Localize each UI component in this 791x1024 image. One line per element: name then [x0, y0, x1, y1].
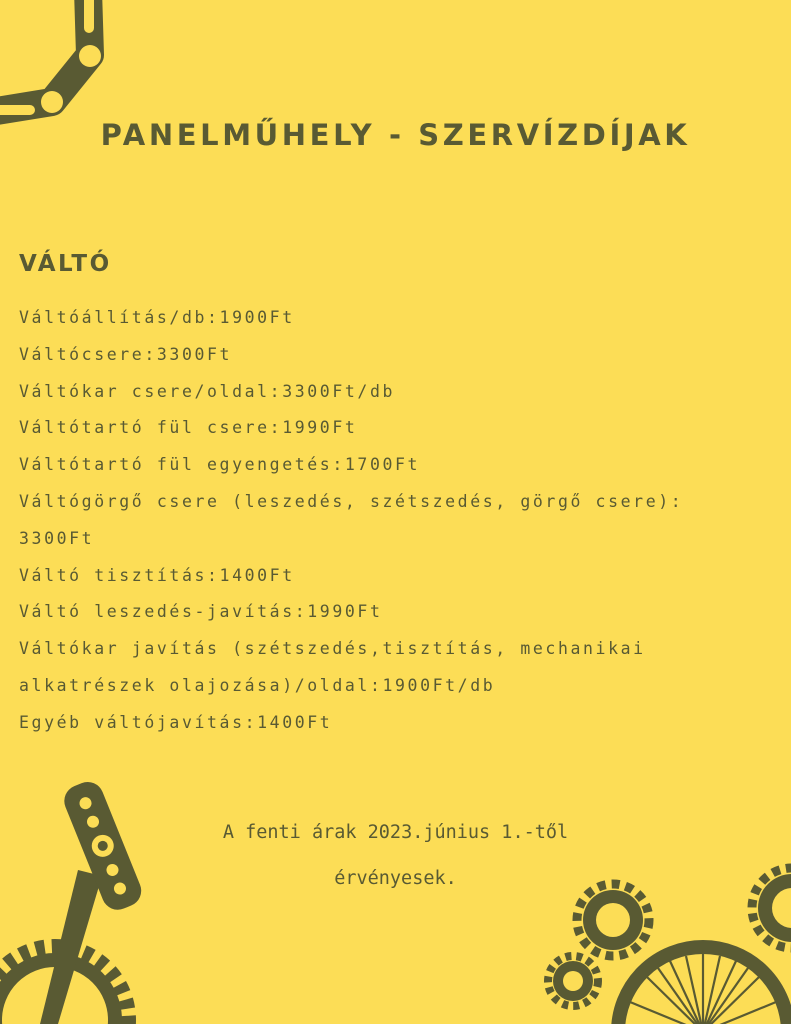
- list-item: 3300Ft: [19, 528, 95, 548]
- list-item: Váltócsere:3300Ft: [19, 344, 233, 364]
- section-heading: VÁLTÓ: [19, 251, 112, 277]
- list-item: Váltóállítás/db:1900Ft: [19, 308, 295, 327]
- list-item: Váltókar csere/oldal:3300Ft/db: [19, 381, 396, 401]
- price-list: [19, 300, 759, 742]
- gears-and-wheel-icon: [540, 850, 791, 1024]
- list-item: Váltótartó fül egyengetés:1700Ft: [19, 455, 421, 475]
- validity-note-line-2: érvényesek.: [334, 868, 457, 889]
- list-item: Váltó tisztítás:1400Ft: [19, 565, 295, 585]
- list-item: alkatrészek olajozása)/oldal:1900Ft/db: [19, 675, 496, 695]
- list-item: Váltó leszedés-javítás:1990Ft: [19, 602, 383, 622]
- list-item: Váltótartó fül csere:1990Ft: [19, 418, 358, 438]
- list-item: Váltókar javítás (szétszedés,tisztítás, mechanikai: [19, 639, 646, 659]
- list-item: Váltógörgő csere (leszedés, szétszedés, görgő csere):: [19, 491, 684, 511]
- list-item: Egyéb váltójavítás:1400Ft: [19, 712, 333, 732]
- validity-note-line-1: A fenti árak 2023.június 1.-től: [222, 822, 569, 843]
- crank-pedal-icon: [0, 780, 160, 1024]
- page-title: PANELMŰHELY - SZERVÍZDÍJAK: [100, 118, 691, 152]
